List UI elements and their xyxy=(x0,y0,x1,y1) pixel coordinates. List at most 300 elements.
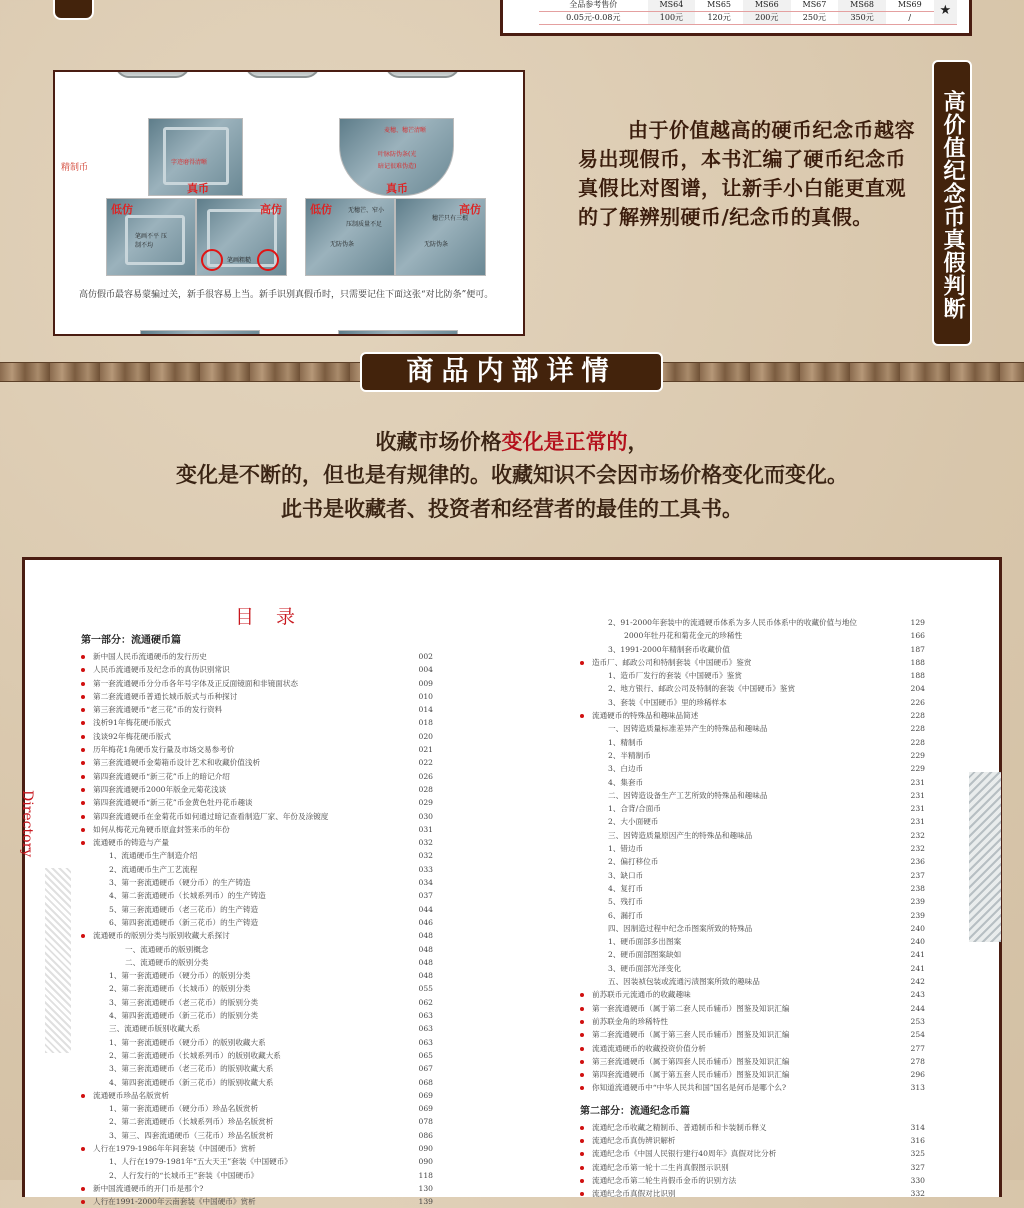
toc-entry-title: 流通纪念币第二轮生肖假币金币的识别方法 xyxy=(592,1175,737,1185)
toc-entry-page: 048 xyxy=(418,957,433,967)
toc-entry xyxy=(580,922,925,935)
table-cell: MS67 xyxy=(791,0,839,11)
toc-entry xyxy=(580,643,925,656)
toc-entry xyxy=(81,796,433,809)
toc-entry-title: 1、硬币面部多出图案 xyxy=(608,937,682,947)
toc-entry-title: 四、因制造过程中纪念币图案所致的特殊品 xyxy=(608,923,753,933)
toc-entry xyxy=(81,1155,433,1168)
toc-entry-title: 2、大小面硬币 xyxy=(608,817,659,827)
table-cell: MS69 xyxy=(886,0,934,11)
toc-entry xyxy=(580,736,925,749)
toc-entry-title: 五、因装祯包装或流通污渍图案所致的趣味品 xyxy=(608,977,760,987)
toc-entry-page: 253 xyxy=(910,1016,925,1026)
slogan-text: 收藏市场价格 xyxy=(375,430,502,454)
toc-entry-title: 一、流通硬币的版别概念 xyxy=(125,944,209,954)
toc-entry-page: 032 xyxy=(418,851,433,861)
toc-entry xyxy=(81,810,433,823)
toc-entry-page: 228 xyxy=(910,737,925,747)
toc-entry xyxy=(81,836,433,849)
bullet-icon xyxy=(81,1187,85,1191)
coin-page-caption: 高仿假币最容易蒙骗过关，新手很容易上当。新手识别真假币时，只需要记住下面这张“对比防条”便可。 xyxy=(79,290,494,300)
toc-entry-title: 4、复打币 xyxy=(608,883,644,893)
toc-entry-title: 4、第四套流通硬币（新三花币）的版别分类 xyxy=(109,1011,259,1021)
toc-entry-page: 314 xyxy=(910,1122,925,1132)
toc-entry-page: 238 xyxy=(910,883,925,893)
toc-entry-title: 3、套装《中国硬币》里的珍稀样本 xyxy=(608,697,727,707)
toc-entry-title: 3、第三套流通硬币（老三花币）的版别收藏大系 xyxy=(109,1064,274,1074)
genuine-coin-photo-right: 麦穗、穗芒清晰 叶脉防伪条(光 暗记很难伪造) 真币 xyxy=(339,118,454,196)
toc-entry xyxy=(81,1049,433,1062)
toc-entry-page: 237 xyxy=(910,870,925,880)
toc-right-column xyxy=(580,616,925,1200)
toc-entry xyxy=(580,762,925,775)
price-table xyxy=(539,0,957,25)
toc-entry-title: 第三套流通硬币“老三花”币的发行资料 xyxy=(93,705,223,715)
toc-entry-page: 018 xyxy=(418,718,433,728)
toc-entry xyxy=(81,1062,433,1075)
toc-entry-title: 流通硬币的特殊品和趣味品简述 xyxy=(592,711,699,721)
slogan-line-2: 变化是不断的，但也是有规律的。收藏知识不会因市场价格变化而变化。 xyxy=(176,463,848,487)
toc-entry xyxy=(580,789,925,802)
toc-entry-title: 一、因铸造质量标准差异产生的特殊品和趣味品 xyxy=(608,724,768,734)
toc-entry-page: 229 xyxy=(910,750,925,760)
toc-entry-title: 第四套流通硬币“新三花”币上的暗记介绍 xyxy=(93,771,230,781)
toc-entry-page: 226 xyxy=(910,697,925,707)
toc-entry-title: 浅谈92年梅花硬币版式 xyxy=(93,731,172,741)
toc-entry-title: 3、白边币 xyxy=(608,764,644,774)
bullet-icon xyxy=(580,1152,584,1156)
genuine-coin-photo-left: 字迹磨得清晰 真币 xyxy=(148,118,243,196)
toc-entry-title: 浅析91年梅花硬币版式 xyxy=(93,718,172,728)
bullet-icon xyxy=(81,748,85,752)
bullet-icon xyxy=(81,682,85,686)
toc-entry-page: 065 xyxy=(418,1050,433,1060)
toc-entry xyxy=(81,863,433,876)
toc-entry-title: 流通硬币的版别分类与版别收藏大系探讨 xyxy=(93,931,230,941)
bullet-icon xyxy=(81,668,85,672)
table-row xyxy=(539,0,957,11)
coin-image xyxy=(245,70,320,78)
toc-entry xyxy=(580,855,925,868)
toc-entry-page: 231 xyxy=(910,777,925,787)
toc-entry-title: 三、流通硬币版别收藏大系 xyxy=(109,1024,201,1034)
toc-entry xyxy=(580,1161,925,1174)
decorative-pattern xyxy=(45,868,71,1053)
toc-entry xyxy=(580,829,925,842)
toc-entry xyxy=(580,629,925,642)
toc-entry xyxy=(580,962,925,975)
toc-entry xyxy=(81,1022,433,1035)
description-text: 由于价值越高的硬币纪念币越容易出现假币，本书汇编了硬币纪念币真假比对图谱，让新手小白能更直观的了解辨别硬币/纪念币的真假。 xyxy=(578,118,915,229)
bullet-icon xyxy=(81,775,85,779)
toc-entry xyxy=(81,1076,433,1089)
toc-entry-title: 4、第四套流通硬币（新三花币）的版别收藏大系 xyxy=(109,1077,274,1087)
toc-entry-page: 228 xyxy=(910,724,925,734)
toc-entry xyxy=(580,882,925,895)
toc-entry xyxy=(81,1089,433,1102)
toc-entry xyxy=(580,722,925,735)
toc-entry-title: 流通纪念币第一轮十二生肖真假图示识别 xyxy=(592,1162,729,1172)
bullet-icon xyxy=(580,1139,584,1143)
table-cell: MS68 xyxy=(838,0,886,11)
toc-entry-page: 031 xyxy=(418,824,433,834)
bullet-icon xyxy=(81,721,85,725)
toc-entry-page: 021 xyxy=(418,745,433,755)
table-cell: 200元 xyxy=(743,11,791,24)
toc-entry-page: 068 xyxy=(418,1077,433,1087)
toc-entry-page: 029 xyxy=(418,798,433,808)
toc-entry-title: 第一部分：流通硬币篇 xyxy=(81,635,181,646)
bullet-icon xyxy=(81,761,85,765)
toc-entry xyxy=(580,656,925,669)
toc-entry-page: 004 xyxy=(418,665,433,675)
bullet-icon xyxy=(81,708,85,712)
toc-entry-page: 118 xyxy=(418,1170,433,1180)
toc-entry-page: 139 xyxy=(418,1197,433,1207)
toc-entry xyxy=(81,783,433,796)
toc-entry-page: 166 xyxy=(910,631,925,641)
toc-entry-title: 6、漏打币 xyxy=(608,910,644,920)
toc-entry-page: 187 xyxy=(910,644,925,654)
toc-entry-title: 2、流通硬币生产工艺流程 xyxy=(109,864,198,874)
bullet-icon xyxy=(580,1020,584,1024)
table-cell: 全品参考售价 xyxy=(539,0,648,11)
toc-entry xyxy=(81,756,433,769)
toc-entry xyxy=(81,1115,433,1128)
toc-entry-title: 1、人行在1979-1981年“五大天王”套装《中国硬币》 xyxy=(109,1157,292,1167)
toc-entry-title: 如何从梅花元角硬币原盒封签来币的年份 xyxy=(93,824,230,834)
toc-entry xyxy=(81,916,433,929)
high-fake-coin-photo-right: 高仿 穗芒只有三根 无防伪条 xyxy=(395,198,486,276)
toc-entry-title: 4、第二套流通硬币（长城系列币）的生产铸造 xyxy=(109,891,266,901)
toc-entry-title: 3、第一套流通硬币（硬分币）的生产铸造 xyxy=(109,878,251,888)
high-fake-coin-photo-left: 高仿 笔画粗糙 xyxy=(196,198,287,276)
slogan-highlight: 变化是正常的 xyxy=(501,430,628,454)
bullet-icon xyxy=(81,801,85,805)
toc-entry-page: 228 xyxy=(910,711,925,721)
bullet-icon xyxy=(580,1126,584,1130)
coin-comparison-page xyxy=(53,70,525,336)
toc-entry xyxy=(580,1174,925,1187)
toc-entry-title: 1、合背/合面币 xyxy=(608,804,661,814)
table-cell: 120元 xyxy=(695,11,743,24)
toc-entry-title: 2000年牡丹花和菊花金元的珍稀性 xyxy=(624,631,743,641)
toc-entry-page: 034 xyxy=(418,878,433,888)
toc-entry-title: 第一套流通硬币（属于第二套人民币辅币）图鉴及知识汇编 xyxy=(592,1003,790,1013)
toc-entry xyxy=(81,1142,433,1155)
toc-entry-title: 5、第三套流通硬币（老三花币）的生产铸造 xyxy=(109,904,259,914)
toc-entry xyxy=(580,1068,925,1081)
toc-entry-title: 第四套流通硬币“新三花”币金黄色牡丹花币趣谈 xyxy=(93,798,253,808)
toc-entry xyxy=(81,770,433,783)
toc-entry-page: 229 xyxy=(910,764,925,774)
toc-entry-title: 流通纪念币真假对比识别 xyxy=(592,1189,676,1199)
toc-entry-page: 062 xyxy=(418,997,433,1007)
toc-entry-page: 296 xyxy=(910,1070,925,1080)
toc-entry-page: 014 xyxy=(418,705,433,715)
toc-entry-title: 流通纪念币收藏之精制币、普通制币和卡装制币释义 xyxy=(592,1122,767,1132)
toc-left-column xyxy=(81,632,433,1208)
toc-entry xyxy=(81,889,433,902)
toc-entry xyxy=(580,682,925,695)
toc-entry-page: 028 xyxy=(418,784,433,794)
toc-entry-page: 002 xyxy=(418,652,433,661)
toc-entry-page: 236 xyxy=(910,857,925,867)
toc-entry xyxy=(81,1129,433,1142)
bullet-icon xyxy=(580,1033,584,1037)
toc-entry xyxy=(81,996,433,1009)
table-cell: MS65 xyxy=(695,0,743,11)
bullet-icon xyxy=(81,735,85,739)
bullet-icon xyxy=(580,1060,584,1064)
toc-entry-title: 3、硬币面部光泽变化 xyxy=(608,963,682,973)
toc-entry-page: 090 xyxy=(418,1157,433,1167)
vertical-section-label: 高价值纪念币真假判断 xyxy=(932,60,972,346)
proof-coin-label: 精制币 xyxy=(61,163,89,173)
toc-entry xyxy=(580,669,925,682)
toc-entry-page: 022 xyxy=(418,758,433,768)
toc-entry xyxy=(81,929,433,942)
star-icon: ★ xyxy=(934,0,957,24)
bullet-icon xyxy=(580,1073,584,1077)
toc-entry-page: 232 xyxy=(910,830,925,840)
toc-entry-page: 067 xyxy=(418,1064,433,1074)
toc-title: 目 录 xyxy=(235,606,304,628)
toc-entry-page: 325 xyxy=(910,1149,925,1159)
table-cell: / xyxy=(886,11,934,24)
toc-entry xyxy=(580,1055,925,1068)
toc-entry-page: 332 xyxy=(910,1189,925,1199)
toc-entry xyxy=(81,982,433,995)
table-cell: 350元 xyxy=(838,11,886,24)
toc-entry-page: 020 xyxy=(418,731,433,741)
table-cell: MS66 xyxy=(743,0,791,11)
toc-entry xyxy=(580,1187,925,1200)
toc-entry-page: 048 xyxy=(418,944,433,954)
toc-entry-page: 130 xyxy=(418,1183,433,1193)
toc-entry-title: 前苏联币元流通币的收藏趣味 xyxy=(592,990,691,1000)
toc-entry-page: 239 xyxy=(910,910,925,920)
toc-entry xyxy=(580,988,925,1001)
toc-entry-page: 048 xyxy=(418,971,433,981)
toc-entry-page: 240 xyxy=(910,923,925,933)
bullet-icon xyxy=(81,1094,85,1098)
toc-entry-title: 流通硬币的铸造与产量 xyxy=(93,838,169,848)
toc-entry-page: 240 xyxy=(910,937,925,947)
toc-entry-title: 1、第一套流通硬币（硬分币）的版别收藏大系 xyxy=(109,1037,266,1047)
toc-entry xyxy=(580,909,925,922)
toc-entry xyxy=(81,903,433,916)
toc-entry-title: 你知道流通硬币中“中华人民共和国”国名是何币是哪个么? xyxy=(592,1083,787,1093)
table-cell: 100元 xyxy=(648,11,696,24)
toc-entry-title: 第一套流通硬币分分币各年号字体及正反面镜面和非镜面状态 xyxy=(93,678,299,688)
toc-entry-title: 二、因铸造设备生产工艺所致的特殊品和趣味品 xyxy=(608,790,768,800)
bullet-icon xyxy=(81,655,85,659)
toc-entry-page: 231 xyxy=(910,804,925,814)
toc-entry-title: 1、精制币 xyxy=(608,737,644,747)
toc-entry-page: 232 xyxy=(910,844,925,854)
toc-entry-page: 063 xyxy=(418,1037,433,1047)
coin-image xyxy=(385,70,460,78)
toc-entry-title: 2、硬币面部图案缺如 xyxy=(608,950,682,960)
toc-entry-title: 历年梅花1角硬币发行量及市场交易参考价 xyxy=(93,745,235,755)
toc-entry-title: 流通纪念币真伪辨识解析 xyxy=(592,1135,676,1145)
toc-entry xyxy=(580,1042,925,1055)
toc-entry xyxy=(81,849,433,862)
toc-entry-page: 330 xyxy=(910,1175,925,1185)
toc-entry-title: 1、造币厂发行的套装《中国硬币》鉴赏 xyxy=(608,671,742,681)
bullet-icon xyxy=(580,993,584,997)
toc-entry-page: 009 xyxy=(418,678,433,688)
toc-entry-title: 三、因铸造质量原因产生的特殊品和趣味品 xyxy=(608,830,753,840)
low-fake-coin-photo-left: 低仿 笔画不平 压制不均 xyxy=(106,198,196,276)
toc-entry-title: 2、第二套流通硬币（长城系列币）珍品名版赏析 xyxy=(109,1117,274,1127)
toc-entry-title: 2、91-2000年套装中的流通硬币体系为多人民币体系中的收藏价值与地位 xyxy=(608,618,858,627)
toc-entry-title: 1、第一套流通硬币（硬分币）珍品名版赏析 xyxy=(109,1104,259,1114)
toc-entry-title: 2、第二套流通硬币（长城币）的版别分类 xyxy=(109,984,251,994)
toc-entry-title: 第四套流通硬币2000年版金元菊花浅谈 xyxy=(93,784,227,794)
toc-entry-title: 第二套流通硬币普通长城币版式与币种探讨 xyxy=(93,691,238,701)
toc-entry-page: 010 xyxy=(418,691,433,701)
toc-entry-page: 032 xyxy=(418,838,433,848)
table-cell: MS64 xyxy=(648,0,696,11)
toc-entry-title: 2、第二套流通硬币（长城系列币）的版别收藏大系 xyxy=(109,1050,281,1060)
toc-entry xyxy=(81,1009,433,1022)
table-cell: 0.05元-0.08元 xyxy=(539,11,648,24)
toc-entry-page: 033 xyxy=(418,864,433,874)
toc-entry-page: 254 xyxy=(910,1030,925,1040)
toc-entry-title: 3、第三套流通硬币（老三花币）的版别分类 xyxy=(109,997,259,1007)
bullet-icon xyxy=(81,695,85,699)
toc-entry-page: 188 xyxy=(910,657,925,667)
toc-entry-title: 3、第三、四套流通硬币（三花币）珍品名版赏析 xyxy=(109,1130,274,1140)
toc-entry-page: 231 xyxy=(910,790,925,800)
toc-entry-page: 063 xyxy=(418,1011,433,1021)
toc-entry xyxy=(81,677,433,690)
toc-entry-title: 2、半精制币 xyxy=(608,750,651,760)
toc-entry xyxy=(81,703,433,716)
toc-entry-title: 第三套流通硬币（属于第四套人民币辅币）图鉴及知识汇编 xyxy=(592,1056,790,1066)
toc-entry xyxy=(81,876,433,889)
toc-entry-title: 1、错边币 xyxy=(608,844,644,854)
toc-entry xyxy=(81,650,433,663)
toc-entry xyxy=(580,616,925,629)
toc-entry-page: 204 xyxy=(910,684,925,694)
toc-entry xyxy=(81,663,433,676)
toc-entry xyxy=(580,842,925,855)
toc-entry-page: 241 xyxy=(910,950,925,960)
toc-entry-title: 新中国人民币流通硬币的发行历史 xyxy=(93,652,207,661)
bullet-icon xyxy=(81,788,85,792)
toc-entry xyxy=(81,823,433,836)
bullet-icon xyxy=(580,1007,584,1011)
toc-entry-page: 044 xyxy=(418,904,433,914)
toc-entry xyxy=(580,1121,925,1134)
toc-entry xyxy=(580,709,925,722)
toc-entry-title: 第四套流通硬币（属于第五套人民币辅币）图鉴及知识汇编 xyxy=(592,1070,790,1080)
toc-entry-page: 241 xyxy=(910,963,925,973)
toc-entry xyxy=(81,690,433,703)
bullet-icon xyxy=(580,1192,584,1196)
toc-entry-page: 242 xyxy=(910,977,925,987)
toc-entry xyxy=(580,696,925,709)
toc-entry-page: 046 xyxy=(418,917,433,927)
bullet-icon xyxy=(81,934,85,938)
toc-entry-page: 316 xyxy=(910,1135,925,1145)
toc-entry-page: 090 xyxy=(418,1143,433,1153)
toc-entry xyxy=(580,815,925,828)
toc-entry xyxy=(580,869,925,882)
slogan-text: ， xyxy=(627,430,649,454)
toc-entry-page: 026 xyxy=(418,771,433,781)
bullet-icon xyxy=(580,714,584,718)
toc-entry-title: 2、偏打移位币 xyxy=(608,857,659,867)
bullet-icon xyxy=(81,841,85,845)
toc-entry xyxy=(580,802,925,815)
toc-entry-title: 2、人行发行的“长城币王”套装《中国硬币》 xyxy=(109,1170,259,1180)
toc-entry-page: 030 xyxy=(418,811,433,821)
toc-entry-title: 3、缺口币 xyxy=(608,870,644,880)
toc-entry-page: 243 xyxy=(910,990,925,1000)
toc-entry-page: 069 xyxy=(418,1090,433,1100)
toc-entry-title: 人行在1979-1986年年间套装《中国硬币》赏析 xyxy=(93,1143,256,1153)
toc-entry-page: 048 xyxy=(418,931,433,941)
toc-entry xyxy=(580,1147,925,1160)
toc-entry xyxy=(580,895,925,908)
toc-entry xyxy=(580,749,925,762)
toc-entry-page: 086 xyxy=(418,1130,433,1140)
directory-label: Directory xyxy=(19,790,35,858)
toc-entry-title: 6、第四套流通硬币（新三花币）的生产铸造 xyxy=(109,917,259,927)
toc-entry-title: 第三套流通硬币金菊箱币设计艺术和收藏价值浅析 xyxy=(93,758,261,768)
price-table-card xyxy=(500,0,972,36)
toc-part-heading xyxy=(580,1103,925,1121)
toc-entry-page: 278 xyxy=(910,1056,925,1066)
coin-photo xyxy=(140,330,260,336)
toc-entry xyxy=(580,975,925,988)
toc-entry-title: 新中国流通硬币的开门币是那个? xyxy=(93,1183,204,1193)
toc-entry-title: 造币厂、邮政公司和特制套装《中国硬币》鉴赏 xyxy=(592,657,752,667)
toc-entry-title: 人民币流通硬币及纪念币的真伪识别常识 xyxy=(93,665,230,675)
toc-entry xyxy=(580,1002,925,1015)
bullet-icon xyxy=(81,828,85,832)
toc-part-heading xyxy=(81,632,433,650)
toc-entry xyxy=(81,1036,433,1049)
toc-entry-page: 063 xyxy=(418,1024,433,1034)
bullet-icon xyxy=(580,1086,584,1090)
bullet-icon xyxy=(580,1166,584,1170)
top-left-tab xyxy=(53,0,94,20)
toc-entry xyxy=(81,943,433,956)
toc-entry xyxy=(81,743,433,756)
toc-entry-title: 2、地方银行、邮政公司及特制的套装《中国硬币》鉴赏 xyxy=(608,684,796,694)
toc-entry-title: 1、第一套流通硬币（硬分币）的版别分类 xyxy=(109,971,251,981)
bullet-icon xyxy=(81,815,85,819)
toc-entry xyxy=(81,730,433,743)
low-fake-coin-photo-right: 低仿 无穗芒、窄小 压制质量不足 无防伪条 xyxy=(305,198,395,276)
bullet-icon xyxy=(580,1047,584,1051)
toc-entry-page: 239 xyxy=(910,897,925,907)
table-cell: 250元 xyxy=(791,11,839,24)
toc-entry xyxy=(81,1195,433,1208)
toc-entry-title: 第二套流通硬币（属于第三套人民币辅币）图鉴及知识汇编 xyxy=(592,1030,790,1040)
bullet-icon xyxy=(580,1179,584,1183)
toc-entry xyxy=(580,1081,925,1094)
coin-photo xyxy=(338,330,458,336)
toc-entry xyxy=(580,948,925,961)
toc-entry-page: 055 xyxy=(418,984,433,994)
toc-entry-page: 313 xyxy=(910,1083,925,1093)
